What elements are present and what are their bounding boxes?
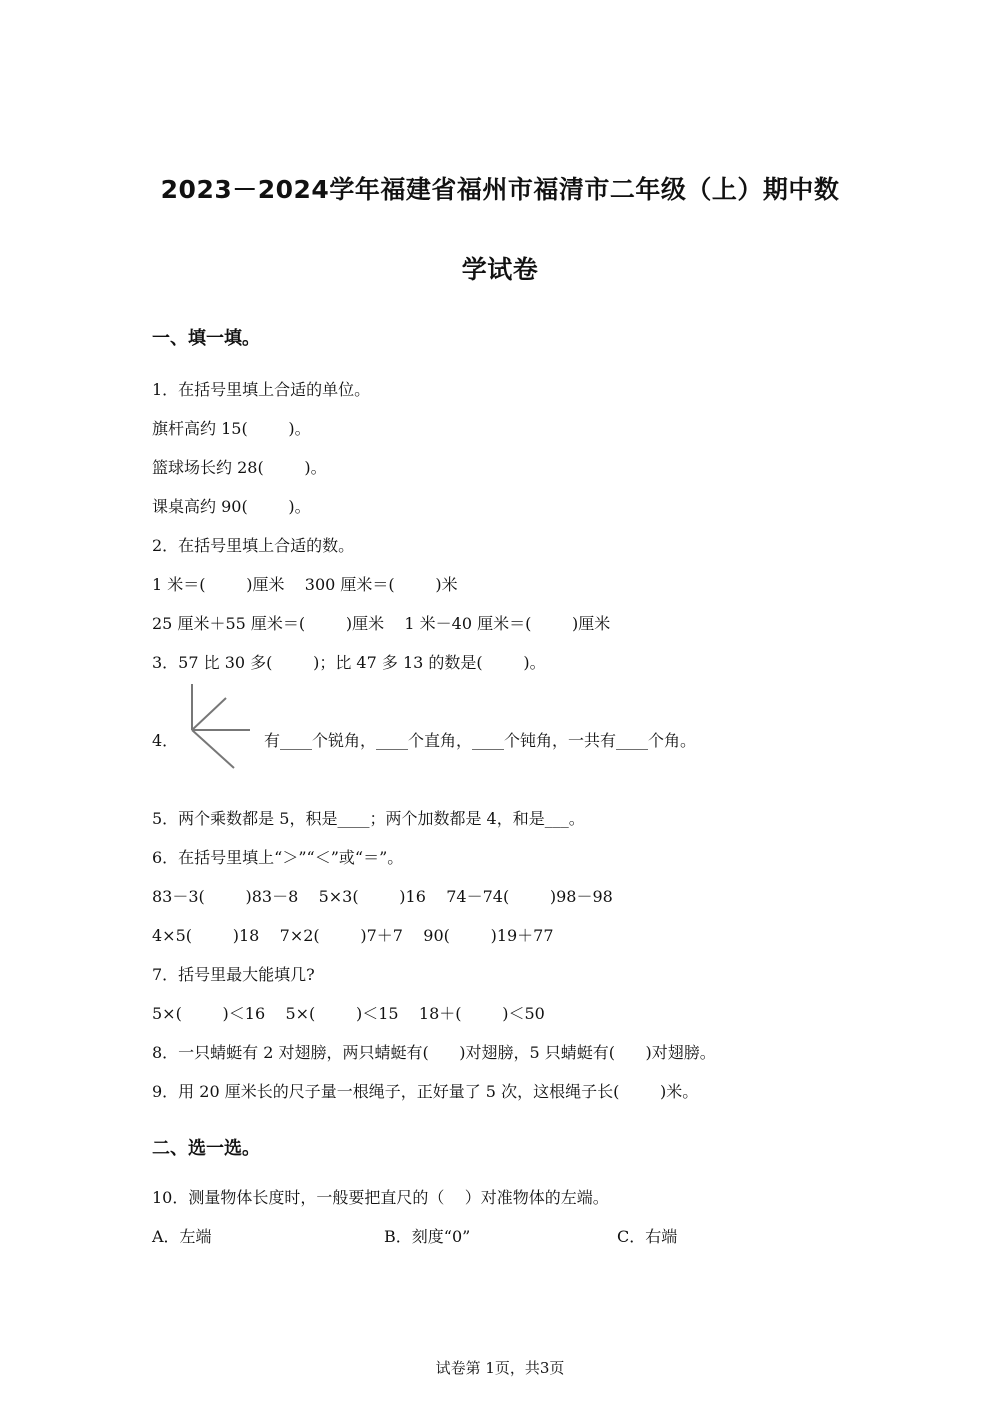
question-line: 7．括号里最大能填几? [152,965,315,984]
option-c: C．右端 [617,1227,678,1246]
question-line: 2．在括号里填上合适的数。 [152,536,355,555]
page-footer: 试卷第 1页，共3页 [435,1359,565,1377]
question-line: 1．在括号里填上合适的单位。 [152,380,371,399]
option-a: A．左端 [152,1227,212,1246]
question-line: 课桌高约 90( )。 [152,497,311,516]
question-line: 篮球场长约 28( )。 [152,458,327,477]
question-line: 5．两个乘数都是 5，积是____；两个加数都是 4，和是___。 [152,809,585,828]
page-title-line1: 2023－2024学年福建省福州市福清市二年级（上）期中数 [160,175,840,204]
question-4-text: 有____个锐角，____个直角，____个钝角，一共有____个角。 [264,731,697,750]
question-line: 旗杆高约 15( )。 [152,419,311,438]
question-line: 6．在括号里填上“＞”“＜”或“＝”。 [152,848,404,867]
question-line: 3．57 比 30 多( )；比 47 多 13 的数是( )。 [152,653,546,672]
question-line: 4×5( )18 7×2( )7＋7 90( )19＋77 [152,926,554,945]
question-line: 1 米＝( )厘米 300 厘米＝( )米 [152,575,458,594]
question-line: 83－3( )83－8 5×3( )16 74－74( )98－98 [152,887,613,906]
section-heading-fill: 一、填一填。 [152,328,260,349]
question-line: 25 厘米＋55 厘米＝( )厘米 1 米－40 厘米＝( )厘米 [152,614,611,633]
page-title-line2: 学试卷 [461,255,539,284]
question-4-number: 4． [152,731,179,750]
question-10: 10．测量物体长度时，一般要把直尺的（ ）对准物体的左端。 [152,1188,609,1207]
question-line: 5×( )＜16 5×( )＜15 18＋( )＜50 [152,1004,545,1023]
angle-figure [182,684,262,772]
option-b: B．刻度“0” [384,1227,471,1246]
section-heading-choose: 二、选一选。 [152,1138,260,1159]
question-line: 9．用 20 厘米长的尺子量一根绳子，正好量了 5 次，这根绳子长( )米。 [152,1082,699,1101]
question-line: 8．一只蜻蜓有 2 对翅膀，两只蜻蜓有( )对翅膀，5 只蜻蜓有( )对翅膀。 [152,1043,716,1062]
